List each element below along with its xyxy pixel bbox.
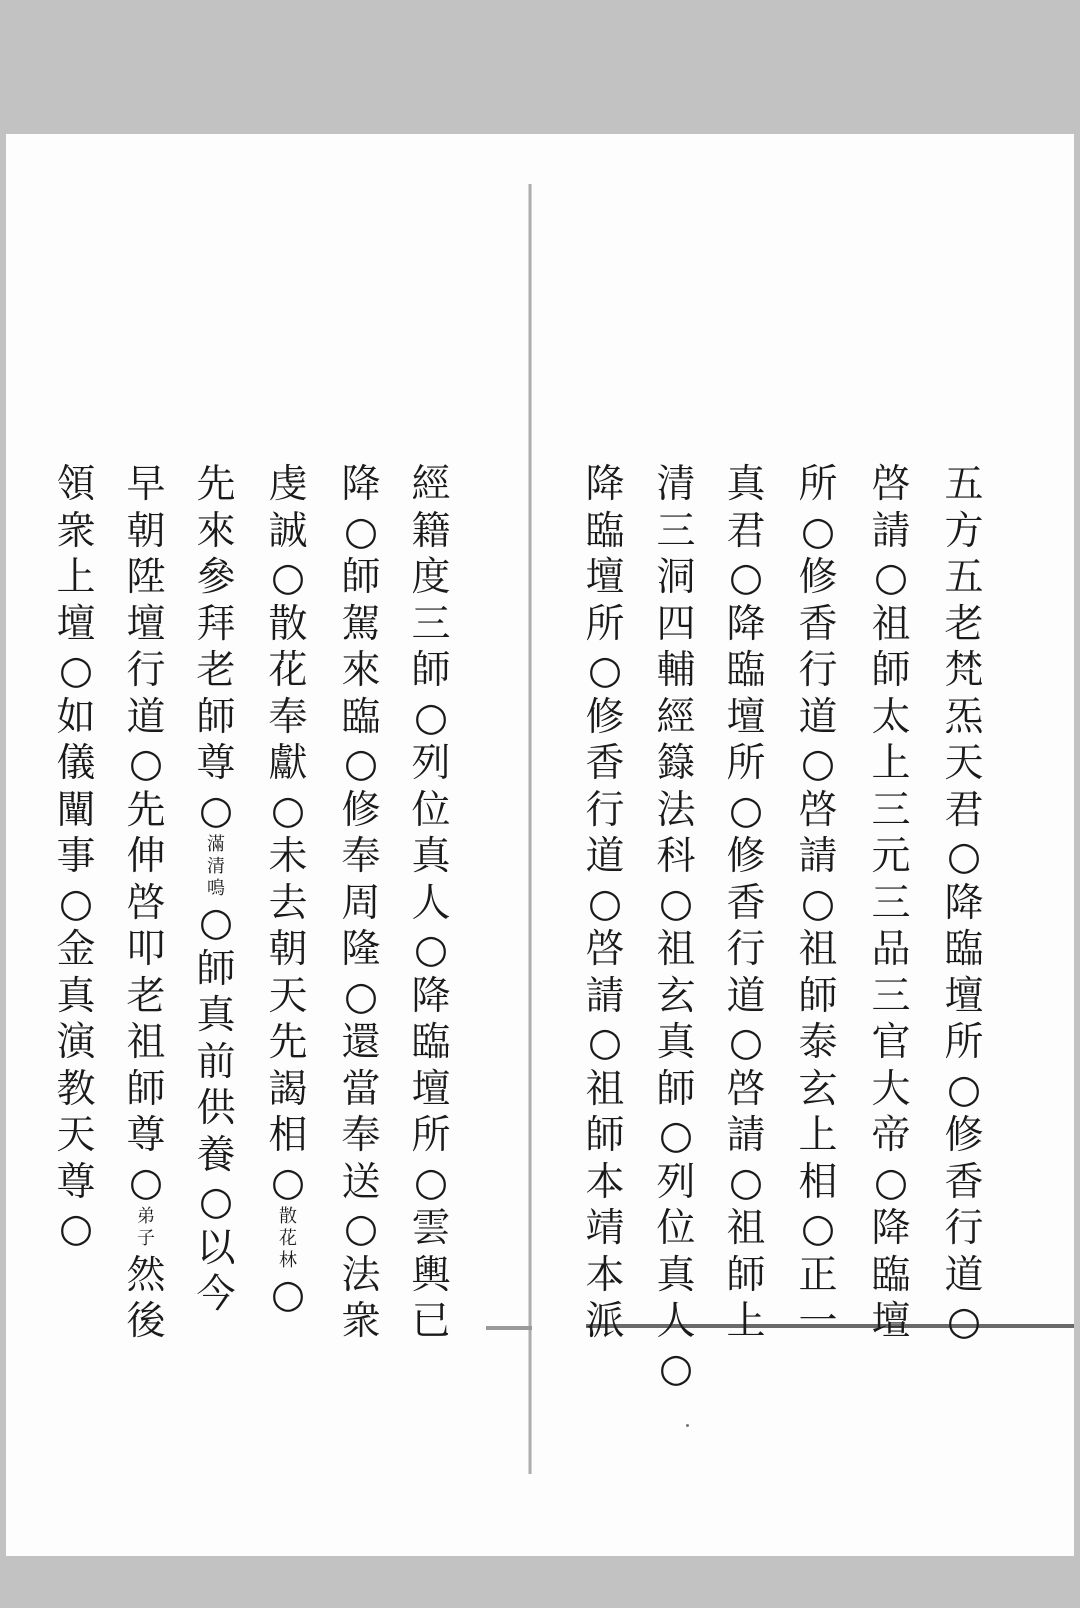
text-column-l3-main: 虔誠○散花奉獻○ 未去朝天先謁相○ [268,462,345,1205]
text-column-r2: 啓請○ 祖師太上三元三品三官大帝○降臨壇 [871,462,948,1344]
small-note-dizi: 弟子 [137,1206,155,1249]
text-column-l5-main: 早朝陞壇行道○先伸啓叩老祖師尊○ [126,462,166,1205]
text-column-l4-rest: ○師真前供養○ 以今 [196,900,273,1317]
book-page-spread [6,134,1074,1556]
ink-speck [686,1424,689,1427]
text-column-l3-end: ○ [270,1272,306,1317]
text-column-r6: 降臨壇所○修香行道○ 啓請○祖師本靖本派 [585,462,662,1344]
text-column-r5: 清三洞四輔經籙法科○祖玄真師○列位真人○ [656,462,696,1391]
small-note-manqingming: 滿清鳴 [207,834,225,899]
text-column-l6: 領衆上壇○如儀闡事○ 金真演教天尊○ [56,462,133,1251]
text-column-r4: 真君○降臨壇所○修香行道○ 啓請○祖師上 [726,462,803,1344]
text-column-l4-main: 先來參拜老師尊○ [196,462,236,833]
center-fold [528,184,532,1474]
text-column-l1: 經籍度三師○列位真人○降臨壇所○ 雲輿已 [411,462,488,1344]
text-column-r1: 五方五老梵炁天君○降臨壇所○修香行道○ [944,462,984,1344]
text-column-l2: 降○師駕來臨○修奉周隆○還當奉送○ 法衆 [341,462,418,1344]
small-note-sanhualin: 散花林 [279,1206,297,1271]
bottom-rule-left [486,1326,532,1330]
text-column-l5-rest: 然後 [126,1252,166,1344]
text-column-r3: 所○修香行道○ 啓請○祖師泰玄上相○正一 [798,462,875,1344]
text-column-l4 [194,462,273,1319]
text-column-l3 [266,462,345,1319]
